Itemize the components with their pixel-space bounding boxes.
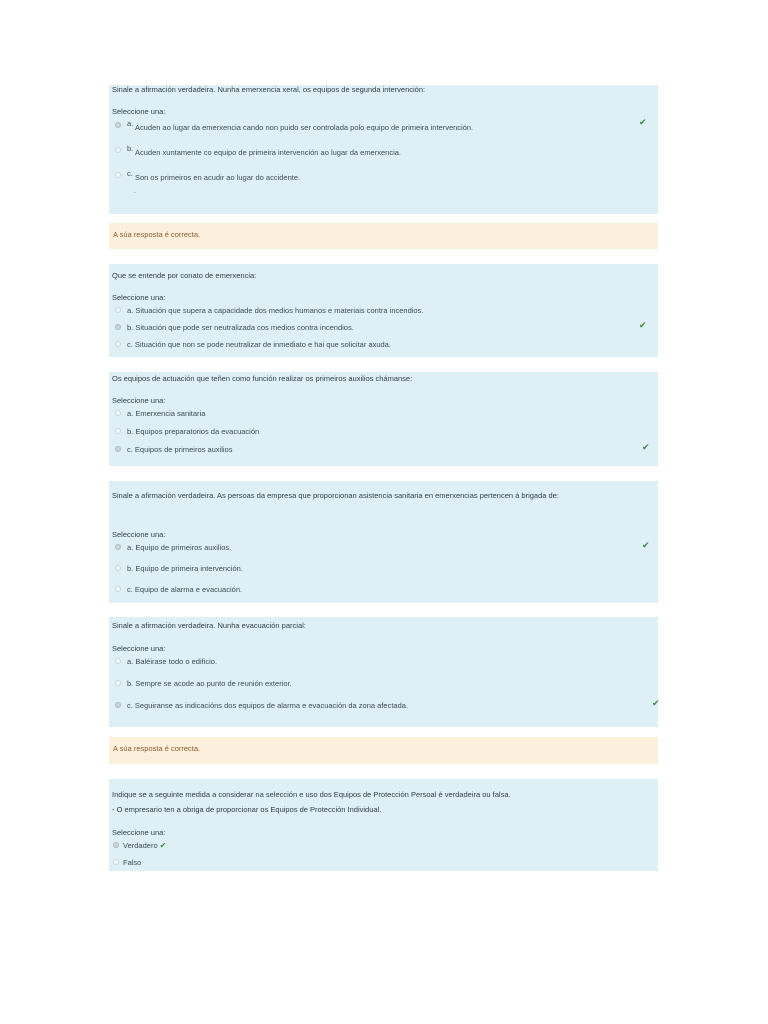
feedback-text: A súa resposta é correcta. [113,744,201,753]
option-text: Acuden ao lugar da emerxencia cando non puido ser controlada polo equipo de primeira intervención. [135,123,474,132]
option-letter: b. [127,144,134,153]
option-letter: a. [127,119,134,128]
question-3-card [109,372,658,466]
option-text: a. Equipo de primeiros auxilios. [127,543,232,552]
check-icon: ✔ [642,540,650,550]
radio-button[interactable] [115,702,121,708]
option-text: b. Equipos preparatorios da evacuación [127,427,260,436]
question-6-prompt: Seleccione una: [112,828,166,837]
question-3-text: Os equipos de actuación que teñen como función realizar os primeiros auxilios chámanse: [112,374,413,383]
question-5-card [109,617,658,727]
option-text: c. Situación que non se pode neutralizar de inmediato e hai que solicitar axuda. [127,340,391,349]
check-icon: ✔ [639,117,647,127]
option-text: Son os primeiros en acudir ao lugar do accidente. [135,173,301,182]
feedback-correct-2 [109,737,658,764]
question-6-statement: - O empresario ten a obriga de proporcionar os Equipos de Protección Individual. [112,805,382,814]
question-5-text: Sinale a afirmación verdadeira. Nunha evacuación parcial: [112,621,306,630]
option-text: c. Seguiranse as indicacións dos equipos de alarma e evacuación da zona afectada. [127,701,409,710]
option-text: a. Emerxencia sanitaria [127,409,206,418]
radio-button[interactable] [115,658,121,664]
option-text: a. Baléirase todo o edificio. [127,657,218,666]
question-1-text: Sinale a afirmación verdadeira. Nunha emerxencia xeral, os equipos de segunda intervención: [112,85,426,94]
check-icon: ✔ [652,698,660,708]
radio-button[interactable] [113,842,119,848]
option-text: c. Equipo de alarma e evacuación. [127,585,243,594]
question-4-prompt: Seleccione una: [112,530,166,539]
radio-button[interactable] [115,147,121,153]
radio-button[interactable] [115,680,121,686]
option-text: b. Sempre se acode ao punto de reunión exterior. [127,679,292,688]
radio-button[interactable] [115,586,121,592]
radio-button[interactable] [115,410,121,416]
radio-button[interactable] [115,544,121,550]
option-text: b. Situación que pode ser neutralizada cos medios contra incendios. [127,323,354,332]
option-text: Falso [123,858,142,867]
radio-button[interactable] [115,565,121,571]
question-4-card [109,481,658,603]
radio-button[interactable] [113,859,119,865]
radio-button[interactable] [115,428,121,434]
radio-button[interactable] [115,446,121,452]
check-icon: ✔ [642,442,650,452]
question-5-prompt: Seleccione una: [112,644,166,653]
option-text: Verdadero [123,841,158,850]
radio-button[interactable] [115,307,121,313]
radio-button[interactable] [115,324,121,330]
option-letter: c. [127,169,133,178]
question-2-prompt: Seleccione una: [112,293,166,302]
feedback-correct-1 [109,223,658,249]
question-4-text: Sinale a afirmación verdadeira. As persoas da empresa que proporcionan asistencia sanitaria en emerxencias pertencen á brigada de: [112,491,559,500]
radio-button[interactable] [115,341,121,347]
check-icon: ✔ [639,320,647,330]
option-text: c. Equipos de primeiros auxilios [127,445,233,454]
question-1-card [109,85,658,214]
radio-button[interactable] [115,122,121,128]
option-text: Acuden xuntamente co equipo de primeira intervención ao lugar da emerxencia. [135,148,401,157]
question-3-prompt: Seleccione una: [112,396,166,405]
question-2-card [109,264,658,357]
radio-button[interactable] [115,172,121,178]
question-6-card [109,779,658,871]
question-2-text: Que se entende por conato de emerxencia: [112,271,257,280]
question-1-prompt: Seleccione una: [112,107,166,116]
feedback-text: A súa resposta é correcta. [113,230,201,239]
option-text: b. Equipo de primeira intervención. [127,564,243,573]
trailing-dot: . [134,188,136,195]
check-icon: ✔ [159,841,167,850]
question-6-text: Indique se a seguinte medida a considerar na selección e uso dos Equipos de Protección Persoal é verdadeira ou falsa. [112,790,511,799]
option-text: a. Situación que supera a capacidade dos medios humanos e materiais contra incendios. [127,306,424,315]
